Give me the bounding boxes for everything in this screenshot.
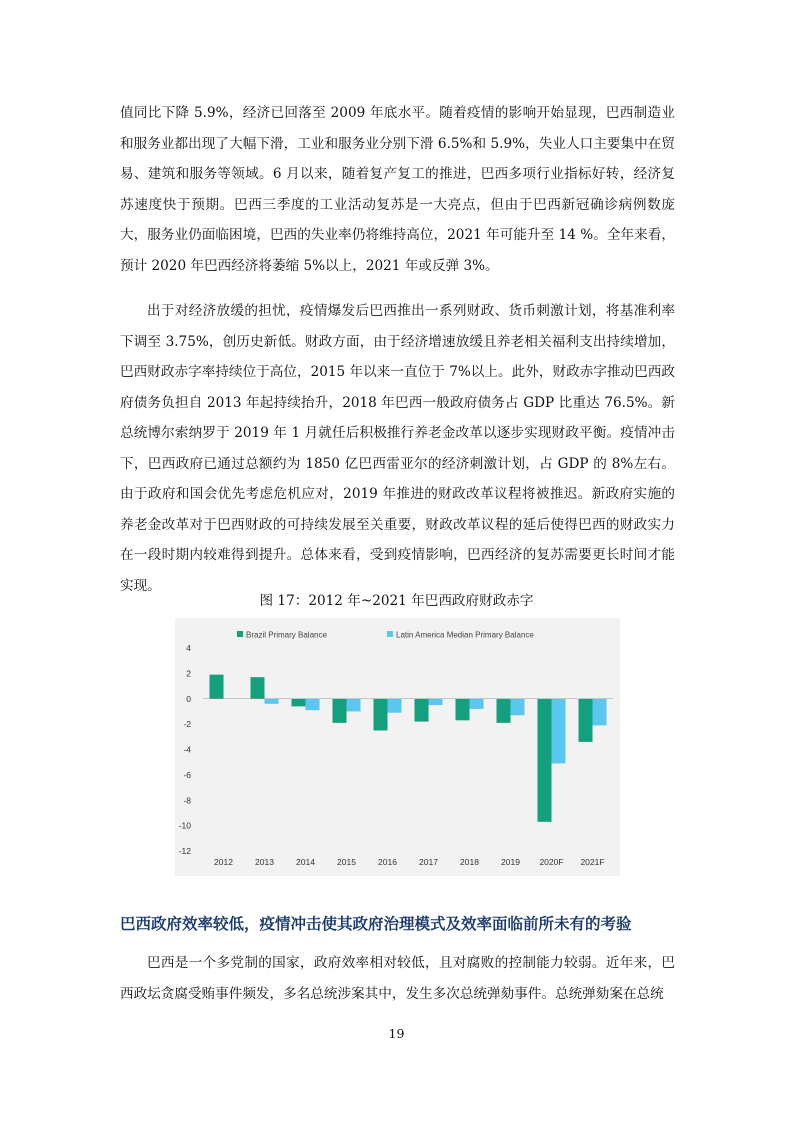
y-tick-label: -10	[178, 820, 191, 831]
paragraph-governance: 巴西是一个多党制的国家，政府效率相对较低，且对腐败的控制能力较弱。近年来，巴西政坛贪腐受贿事件频发，多名总统涉案其中，发生多次总统弹劾事件。总统弹劾案在总统	[120, 955, 675, 1002]
bar-brazil	[456, 699, 470, 721]
bar-latam	[306, 699, 320, 710]
section-heading: 巴西政府效率较低，疫情冲击使其政府治理模式及效率面临前所未有的考验	[120, 915, 632, 933]
x-tick-label: 2016	[378, 857, 397, 867]
paragraph-economy: 值同比下降 5.9%，经济已回落至 2009 年底水平。随着疫情的影响开始显现，巴西制造业和服务业都出现了大幅下滑，工业和服务业分别下滑 6.5%和 5.9%，失业人口主要集中在贸易、建筑和服务等领域。6 月以来，随着复产复工的推进，巴西多项行业指标好转，经济复苏速度快于预期。巴西三季度的工业活动复苏是一大亮点，但由于巴西新冠确诊病例数庞大，服务业仍面临困境，巴西的失业率仍将维持高位，2021 年可能升至 14 %。全年来看，预计 2020 年巴西经济将萎缩 5%以上，2021 年或反弹 3%。	[120, 105, 675, 274]
bar-brazil	[210, 675, 224, 699]
bar-latam	[511, 699, 525, 715]
fiscal-balance-chart	[175, 618, 620, 876]
bar-latam	[265, 699, 279, 704]
bar-brazil	[579, 699, 593, 742]
bar-brazil	[333, 699, 347, 723]
x-tick-label: 2014	[296, 857, 315, 867]
chart-svg	[175, 618, 620, 876]
x-tick-label: 2012	[214, 857, 233, 867]
y-tick-label: -8	[183, 795, 191, 806]
x-tick-label: 2017	[419, 857, 438, 867]
x-tick-label: 2015	[337, 857, 356, 867]
bar-latam	[347, 699, 361, 712]
x-tick-label: 2021F	[580, 857, 605, 867]
bar-latam	[388, 699, 402, 713]
x-tick-label: 2018	[460, 857, 479, 867]
y-tick-label: -12	[178, 846, 191, 856]
figure-caption: 图 17：2012 年~2021 年巴西政府财政赤字	[259, 593, 534, 609]
bar-brazil	[415, 699, 429, 722]
legend-swatch	[387, 631, 393, 637]
x-tick-label: 2019	[501, 857, 520, 867]
y-tick-label: -6	[183, 769, 191, 780]
bar-latam	[429, 699, 443, 705]
bar-brazil	[538, 699, 552, 822]
x-tick-label: 2013	[255, 857, 274, 867]
bar-brazil	[497, 699, 511, 723]
y-tick-label: 0	[186, 693, 191, 704]
y-tick-label: 4	[186, 643, 191, 653]
page-number: 19	[388, 1026, 405, 1041]
bar-latam	[552, 699, 566, 764]
bar-brazil	[251, 677, 265, 699]
x-tick-label: 2020F	[539, 857, 564, 867]
y-tick-label: 2	[186, 668, 191, 679]
y-tick-label: -4	[183, 744, 191, 755]
bar-brazil	[374, 699, 388, 731]
bar-latam	[593, 699, 607, 726]
bar-latam	[470, 699, 484, 709]
y-tick-label: -2	[183, 719, 191, 730]
legend-swatch	[237, 631, 243, 637]
paragraph-fiscal: 出于对经济放缓的担忧，疫情爆发后巴西推出一系列财政、货币刺激计划，将基准利率下调至 3.75%，创历史新低。财政方面，由于经济增速放缓且养老相关福利支出持续增加，巴西财政赤字率持续位于高位，2015 年以来一直位于 7%以上。此外，财政赤字推动巴西政府债务负担自 2013 年起持续抬升，2018 年巴西一般政府债务占 GDP 比重达 76.5%。新总统博尔索纳罗于 2019 年 1 月就任后积极推行养老金改革以逐步实现财政平衡。疫情冲击下，巴西政府已通过总额约为 1850 亿巴西雷亚尔的经济刺激计划，占 GDP 的 8%左右。由于政府和国会优先考虑危机应对，2019 年推进的财政改革议程将被推迟。新政府实施的养老金改革对于巴西财政的可持续发展至关重要，财政改革议程的延后使得巴西的财政实力在一段时期内较难得到提升。总体来看，受到疫情影响，巴西经济的复苏需要更长时间才能实现。	[120, 303, 675, 594]
bar-brazil	[292, 699, 306, 707]
legend-label: Latin America Median Primary Balance	[396, 630, 534, 640]
legend-label: Brazil Primary Balance	[246, 630, 327, 640]
